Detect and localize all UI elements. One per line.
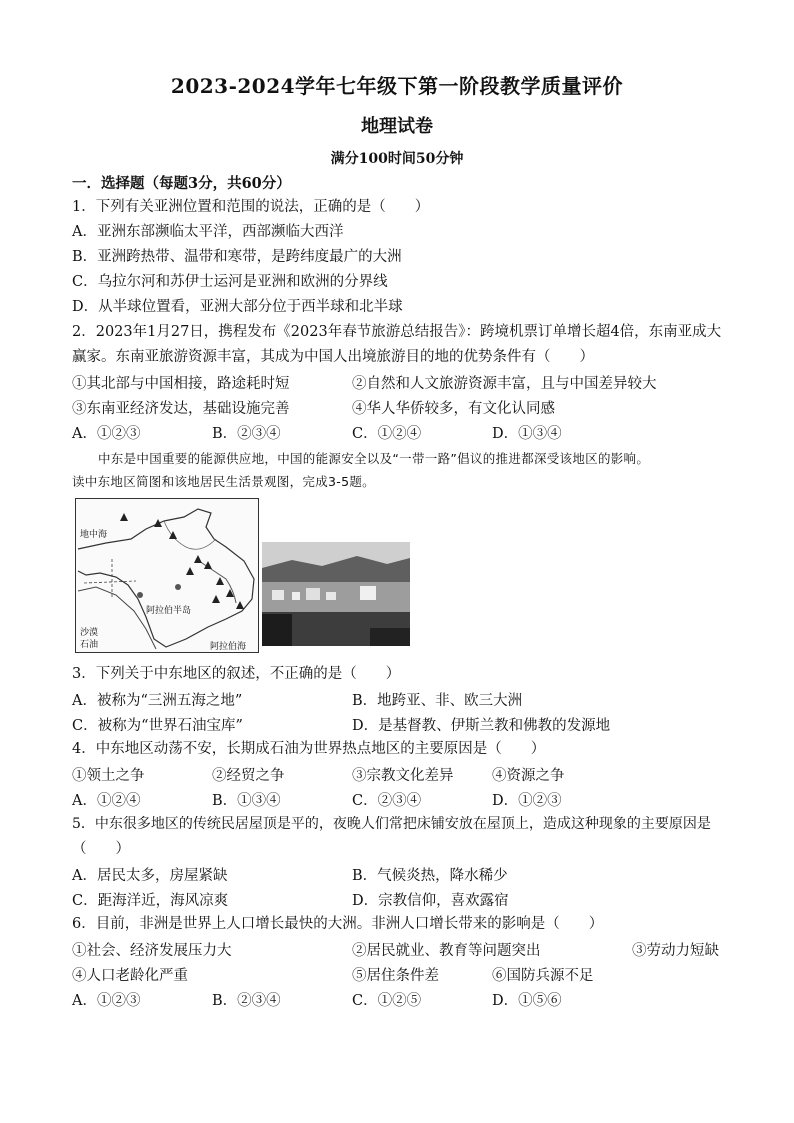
q1-stem: 1．下列有关亚洲位置和范围的说法，正确的是（ ）: [72, 199, 430, 215]
q3-option-b: B．地跨亚、非、欧三大洲: [352, 693, 523, 709]
q5-option-b: B．气候炎热，降水稀少: [352, 868, 508, 884]
map-legend-oil: 石油: [80, 640, 99, 650]
q4-item-1: ①领土之争: [72, 768, 145, 784]
q6-option-b: B．②③④: [212, 993, 281, 1009]
q3-option-c: C．被称为“世界石油宝库”: [72, 718, 243, 734]
q6-option-d: D．①⑤⑥: [492, 993, 562, 1009]
q6-item-3: ③劳动力短缺: [632, 943, 719, 959]
q2-option-d: D．①③④: [492, 426, 562, 442]
q6-stem: 6．目前，非洲是世界上人口增长最快的大洲。非洲人口增长带来的影响是（ ）: [72, 916, 604, 932]
q2-option-b: B．②③④: [212, 426, 281, 442]
q5-option-a: A．居民太多，房屋紧缺: [72, 868, 228, 884]
map-label-arabia: 阿拉伯半岛: [146, 606, 192, 616]
exam-title: 2023-2024学年七年级下第一阶段教学质量评价: [170, 74, 624, 98]
q4-item-2: ②经贸之争: [212, 768, 285, 784]
q1-option-b: B．亚洲跨热带、温带和寒带，是跨纬度最广的大洲: [72, 249, 402, 265]
map-label-arabian-sea: 阿拉伯海: [210, 642, 247, 652]
q6-item-4: ④人口老龄化严重: [72, 968, 188, 984]
q6-item-1: ①社会、经济发展压力大: [72, 943, 232, 959]
q1-option-c: C．乌拉尔河和苏伊士运河是亚洲和欧洲的分界线: [72, 274, 388, 290]
q5-option-c: C．距海洋近，海风凉爽: [72, 893, 229, 909]
q4-item-3: ③宗教文化差异: [352, 768, 454, 784]
q2-item-2: ②自然和人文旅游资源丰富，且与中国差异较大: [352, 376, 657, 392]
q4-stem: 4．中东地区动荡不安，长期成石油为世界热点地区的主要原因是（ ）: [72, 741, 546, 757]
q3-option-a: A．被称为“三洲五海之地”: [72, 693, 243, 709]
q4-item-4: ④资源之争: [492, 768, 565, 784]
q1-option-d: D．从半球位置看，亚洲大部分位于西半球和北半球: [72, 299, 403, 315]
middle-east-map: [75, 498, 259, 653]
q2-item-3: ③东南亚经济发达，基础设施完善: [72, 401, 290, 417]
intro-line1: 中东是中国重要的能源供应地，中国的能源安全以及“一带一路”倡议的推进都深受该地区的影响。: [98, 451, 650, 466]
q2-option-c: C．①②④: [352, 426, 422, 442]
q3-option-d: D．是基督教、伊斯兰教和佛教的发源地: [352, 718, 611, 734]
score-time: 满分100时间50分钟: [330, 151, 464, 167]
section-heading: 一．选择题（每题3分，共60分）: [72, 175, 291, 192]
q1-option-a: A．亚洲东部濒临太平洋，西部濒临大西洋: [72, 224, 344, 240]
middle-east-map-drawing: [76, 499, 258, 652]
q2-item-1: ①其北部与中国相接，路途耗时短: [72, 376, 290, 392]
q2-option-a: A．①②③: [72, 426, 141, 442]
q2-stem-line1: 2．2023年1月27日，携程发布《2023年春节旅游总结报告》：跨境机票订单增长超4倍，东南亚成大: [72, 324, 722, 340]
intro-line2: 读中东地区简图和该地居民生活景观图，完成3-5题。: [72, 474, 375, 489]
q2-item-4: ④华人华侨较多，有文化认同感: [352, 401, 555, 417]
residents-life-photo: [262, 542, 410, 646]
q3-stem: 3．下列关于中东地区的叙述，不正确的是（ ）: [72, 666, 401, 682]
q4-option-d: D．①②③: [492, 793, 562, 809]
map-legend-desert: 沙漠: [80, 628, 99, 638]
q6-item-5: ⑤居住条件差: [352, 968, 439, 984]
q4-option-c: C．②③④: [352, 793, 422, 809]
q6-item-6: ⑥国防兵源不足: [492, 968, 594, 984]
q6-option-a: A．①②③: [72, 993, 141, 1009]
q5-option-d: D．宗教信仰，喜欢露宿: [352, 893, 509, 909]
map-label-mediterranean: 地中海: [80, 530, 108, 540]
q4-option-b: B．①③④: [212, 793, 281, 809]
subject-title: 地理试卷: [361, 116, 433, 137]
q6-option-c: C．①②⑤: [352, 993, 422, 1009]
q4-option-a: A．①②④: [72, 793, 141, 809]
residents-life-photo-drawing: [262, 542, 410, 646]
q6-item-2: ②居民就业、教育等问题突出: [352, 943, 541, 959]
q5-stem-line1: 5．中东很多地区的传统民居屋顶是平的，夜晚人们常把床铺安放在屋顶上，造成这种现象的主要原因是: [72, 816, 711, 832]
q2-stem-line2: 赢家。东南亚旅游资源丰富，其成为中国人出境旅游目的地的优势条件有（ ）: [72, 349, 594, 365]
q5-stem-line2: （ ）: [72, 841, 130, 857]
